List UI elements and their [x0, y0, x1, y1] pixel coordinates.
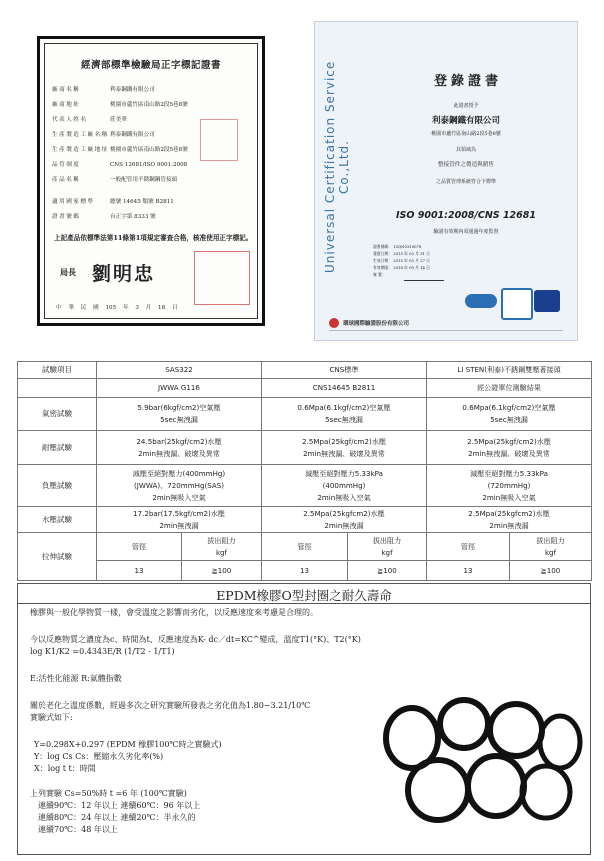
o-ring-icon — [468, 756, 524, 816]
table-cell — [18, 379, 97, 398]
o-ring-icon — [490, 704, 542, 756]
o-ring-icon — [522, 766, 570, 818]
header-cell: LI STEN(利泰)不銹鋼雙壓著接頭 — [427, 362, 592, 379]
cert1-row: 品管制度 CNS 12681/ISO 9001:2008 — [52, 162, 188, 168]
table-cell: 拔出阻力 kgf — [348, 533, 427, 561]
row-label: 拉伸試驗 — [18, 533, 97, 581]
cert1-row: 生產製造工廠地址桃園市蘆竹區南山路2段5巷8號 — [52, 147, 188, 153]
cert-standard-mark — [37, 36, 265, 326]
cert2-company: 利泰鋼鐵有限公司 — [431, 116, 500, 126]
cert1-row: 產品名稱 一般配管用不銹鋼鋼管接頭 — [52, 177, 178, 183]
o-rings-photo-icon — [378, 690, 588, 830]
paragraph-line: X：log t t：時間 — [34, 764, 96, 773]
taf-logo-icon — [465, 294, 497, 308]
table-cell: 24.5bar(25kgf/cm2)水壓 2min無洩漏、破壞及異常 — [97, 431, 262, 465]
table-cell: 拔出阻力 kgf — [510, 533, 592, 561]
cert2-fineprint — [329, 330, 563, 337]
cert2-company-footer: 環球國際驗證股份有限公司 — [343, 321, 410, 327]
table-cell: 減壓至絕對壓力5.33kPa (400mmHg) 2min無吸入空氣 — [262, 465, 427, 507]
ucs-logo-icon — [329, 318, 339, 328]
section-title: EPDM橡膠O型封圈之耐久壽命 — [216, 588, 392, 603]
cert2-info: 簽 署： — [373, 272, 386, 277]
paragraph-line: 連續80℃：24 年以上 連續20℃：半永久的 — [38, 813, 196, 822]
paragraph-line: 今以反應物質之濃度為c、時間為t、反應速度為K- dc／dt=KC^變成，溫度T1(°K)、T2(°K) — [30, 635, 361, 644]
table-cell: 管徑 — [97, 533, 182, 561]
paragraph-line: 上列實驗 Cs=50%時 t =6 年 (100℃實驗) — [30, 789, 187, 798]
table-cell: 2.5Mpa(25kgf/cm2)水壓 2min無洩漏、破壞及異常 — [427, 431, 592, 465]
cert1-row: 生產製造工廠名稱利泰鋼鐵有限公司 — [52, 132, 155, 138]
table-cell: 13 — [427, 561, 510, 581]
cert1-row: 代表人姓名 莊美華 — [52, 117, 127, 123]
subheader-cell: 經公證單位測驗結果 — [427, 379, 592, 398]
spec-table — [17, 361, 592, 581]
table-cell: 0.6Mpa(6.1kgf/cm2)空氣壓 5sec無洩漏 — [262, 398, 427, 431]
table-cell: 管徑 — [262, 533, 348, 561]
table-cell: 2.5Mpa(25kgfcm2)水壓 2min無洩漏 — [427, 507, 592, 533]
paragraph-line: 連續90℃：12 年以上 連續60℃：96 年以上 — [38, 801, 201, 810]
cert2-std-note: 之品質管理系統符合下標準 — [435, 179, 496, 185]
table-cell: 5.9bar(6kgf/cm2)空氣壓 5sec無洩漏 — [97, 398, 262, 431]
paragraph-line: 關於老化之溫度係數，經過多次之研究實驗所發表之劣化值為1.80~3.21/10℃ — [30, 701, 311, 710]
quality-mark-icon — [501, 288, 533, 320]
red-seal-icon — [200, 119, 238, 161]
table-cell: ≧100 — [510, 561, 592, 581]
paragraph-line: E:活性化能源 R:氣體指數 — [30, 674, 122, 683]
o-ring-icon — [408, 760, 468, 820]
cert2-valid-note: 驗證有效期內須通過年度監督 — [433, 229, 499, 235]
cert2-scope: 整接管件之製造與銷售 — [438, 162, 494, 168]
header-cell: 試驗項目 — [18, 362, 97, 379]
paragraph-line: Y：log Cs Cs：壓縮永久劣化率(%) — [34, 752, 164, 761]
cert2-info: 發證日期： 2015 年 03 月 31 日 — [373, 251, 430, 256]
row-label: 氣密試驗 — [18, 398, 97, 431]
cert1-row: 證書號碼 台正字第 8333 號 — [52, 214, 156, 220]
cert1-row: 適用國家標準 總號 14645 類號 B2811 — [52, 199, 174, 205]
cert2-iso: ISO 9001:2008/CNS 12681 — [395, 210, 537, 221]
o-ring-icon — [540, 716, 580, 768]
cert2-side-text: Universal Certification Service Co.,Ltd. — [323, 60, 351, 274]
cert1-note: 上記產品依標準法第11條第1項規定審查合格，核准使用正字標記。 — [54, 234, 253, 242]
table-cell: ≧100 — [182, 561, 262, 581]
signature-icon — [404, 274, 447, 281]
cert1-date: 中 華 民 國 105 年 3 月 18 日 — [56, 305, 178, 311]
cert1-chief-name: 劉明忠 — [92, 263, 156, 285]
table-cell: 2.5Mpa(25kgf/cm2)水壓 2min無洩漏、破壞及異常 — [262, 431, 427, 465]
o-ring-icon — [440, 700, 488, 748]
cert1-chief-label: 局長 — [60, 267, 76, 277]
table-cell: ≧100 — [348, 561, 427, 581]
header-cell: SAS322 — [97, 362, 262, 379]
table-cell: 拔出阻力 kgf — [182, 533, 262, 561]
cert2-info: 有效期限： 2018 年 09 月 14 日 — [373, 265, 430, 270]
table-cell: 減壓至絕對壓力(400mmHg) (JWWA)、720mmHg(SAS) 2min無吸入空氣 — [97, 465, 262, 507]
cert2-verified: 其領域為 — [455, 147, 476, 153]
cert1-row: 廠商地址 桃園市蘆竹區南山路2段5巷8號 — [52, 102, 188, 108]
cert1-row: 廠商名稱 利泰鋼鐵有限公司 — [52, 87, 155, 93]
subheader-cell: CNS14645 B2811 — [262, 379, 427, 398]
cert2-address: 桃園市蘆竹區南山路2段5巷8號 — [431, 131, 501, 137]
paragraph-line: log K1/K2 =0.4343E/R (1/T2 - 1/T1) — [30, 647, 175, 656]
paragraph-line: Y=0.298X+0.297 (EPDM 橡膠100℃時之實驗式) — [34, 740, 222, 749]
paragraph-line: 橡膠與一般化學物質一樣，會受溫度之影響而劣化，以反應速度來考慮是合理的。 — [30, 608, 318, 617]
header-cell: CNS標準 — [262, 362, 427, 379]
divider — [18, 603, 590, 604]
paragraph-line: 實驗式如下: — [30, 713, 73, 722]
row-label: 水壓試驗 — [18, 507, 97, 533]
paragraph-line: 連續70℃：48 年以上 — [38, 825, 118, 834]
cert2-info: 生效日期： 2015 年 03 月 27 日 — [373, 258, 430, 263]
cert-iso-registration — [314, 21, 578, 341]
table-cell: 管徑 — [427, 533, 510, 561]
subheader-cell: JWWA G116 — [97, 379, 262, 398]
table-cell: 2.5Mpa(25kgfcm2)水壓 2min無洩漏 — [262, 507, 427, 533]
table-cell: 減壓至絕對壓力5.33kPa (720mmHg) 2min無吸入空氣 — [427, 465, 592, 507]
table-cell: 0.6Mpa(6.1kgf/cm2)空氣壓 5sec無洩漏 — [427, 398, 592, 431]
table-cell: 13 — [262, 561, 348, 581]
cert1-title: 經濟部標準檢驗局正字標記證書 — [80, 60, 221, 71]
red-seal-icon — [194, 251, 250, 305]
table-cell: 13 — [97, 561, 182, 581]
table-cell: 17.2bar(17.5kgf/cm2)水壓 2min無洩漏 — [97, 507, 262, 533]
cert2-info: 證書號碼： 15QN0310078 — [373, 244, 422, 249]
cert2-sub: 此證書授予 — [453, 103, 479, 109]
row-label: 負壓試驗 — [18, 465, 97, 507]
iaf-logo-icon — [534, 290, 560, 312]
cert2-title: 登錄證書 — [433, 74, 502, 89]
row-label: 耐壓試驗 — [18, 431, 97, 465]
